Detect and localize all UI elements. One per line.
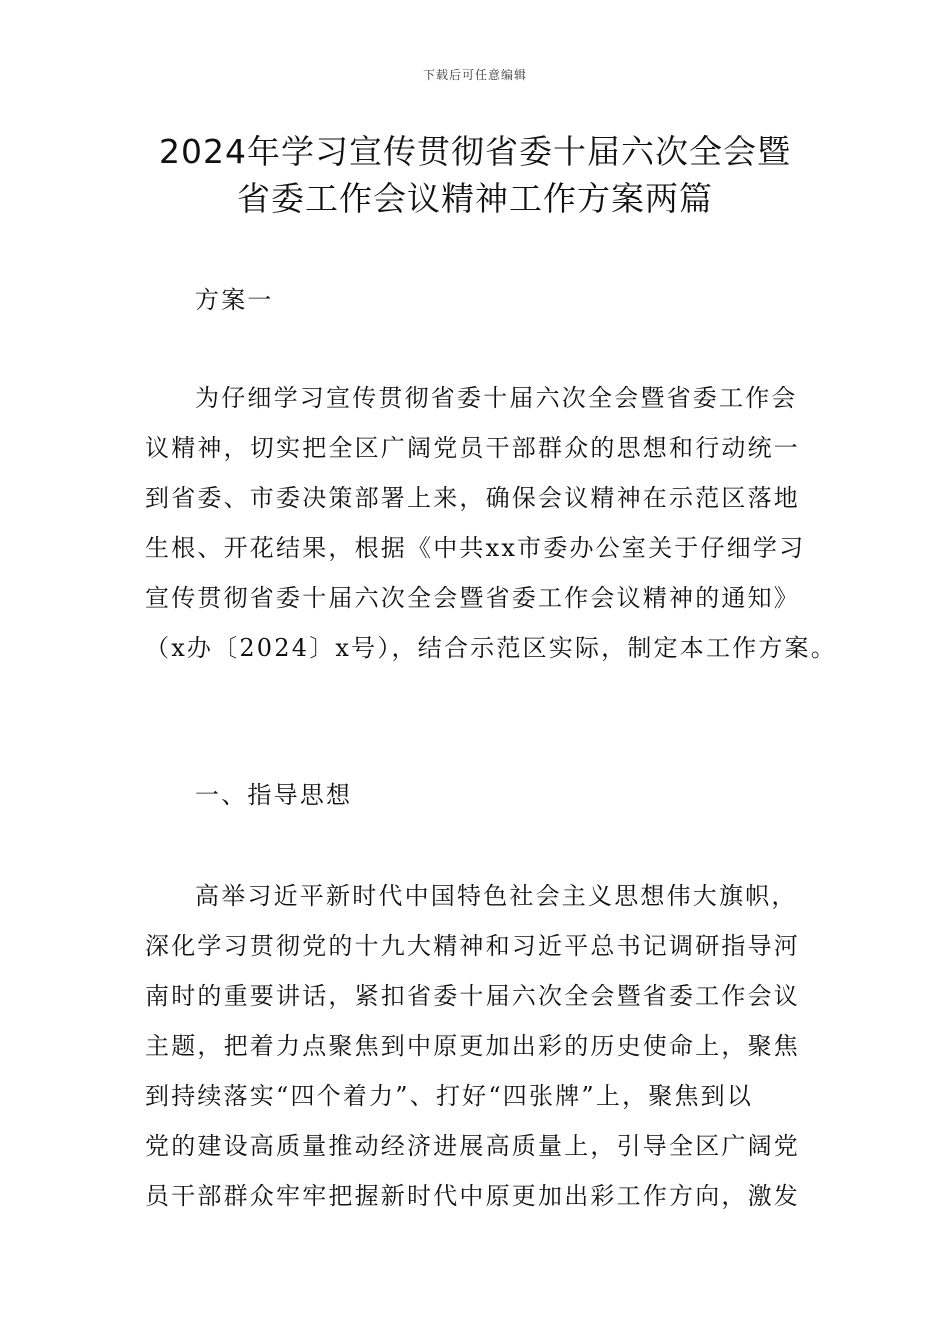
section-label: 方案一 [195, 286, 274, 314]
paragraph-line: 深化学习贯彻党的十九大精神和习近平总书记调研指导河 [145, 932, 800, 960]
intro-paragraph [145, 373, 837, 673]
header-note: 下载后可任意编辑 [422, 68, 527, 82]
paragraph-line: 主题，把着力点聚焦到中原更加出彩的历史使命上，聚焦 [145, 1032, 800, 1060]
title-line-2: 省委工作会议精神工作方案两篇 [237, 179, 713, 218]
paragraph-line: 员干部群众牢牢把握新时代中原更加出彩工作方向，激发 [145, 1182, 800, 1210]
paragraph-line: 议精神，切实把全区广阔党员干部群众的思想和行动统一 [145, 434, 800, 462]
document-title [120, 128, 830, 222]
paragraph-line: 党的建设高质量推动经济进展高质量上，引导全区广阔党 [145, 1132, 800, 1160]
paragraph-line: （x办〔2024〕x号），结合示范区实际，制定本工作方案。 [145, 634, 837, 662]
title-line-1: 2024年学习宣传贯彻省委十届六次全会暨 [159, 132, 791, 171]
paragraph-line: 到省委、市委决策部署上来，确保会议精神在示范区落地 [145, 484, 800, 512]
paragraph-line: 宣传贯彻省委十届六次全会暨省委工作会议精神的通知》 [145, 584, 800, 612]
paragraph-line: 为仔细学习宣传贯彻省委十届六次全会暨省委工作会 [195, 384, 798, 412]
section-heading: 一、指导思想 [195, 781, 353, 809]
guiding-paragraph [145, 871, 825, 1221]
paragraph-line: 到持续落实“四个着力”、打好“四张牌”上，聚焦到以 [145, 1082, 754, 1110]
paragraph-line: 生根、开花结果，根据《中共xx市委办公室关于仔细学习 [145, 534, 806, 562]
paragraph-line: 高举习近平新时代中国特色社会主义思想伟大旗帜， [195, 882, 798, 910]
paragraph-line: 南时的重要讲话，紧扣省委十届六次全会暨省委工作会议 [145, 982, 800, 1010]
